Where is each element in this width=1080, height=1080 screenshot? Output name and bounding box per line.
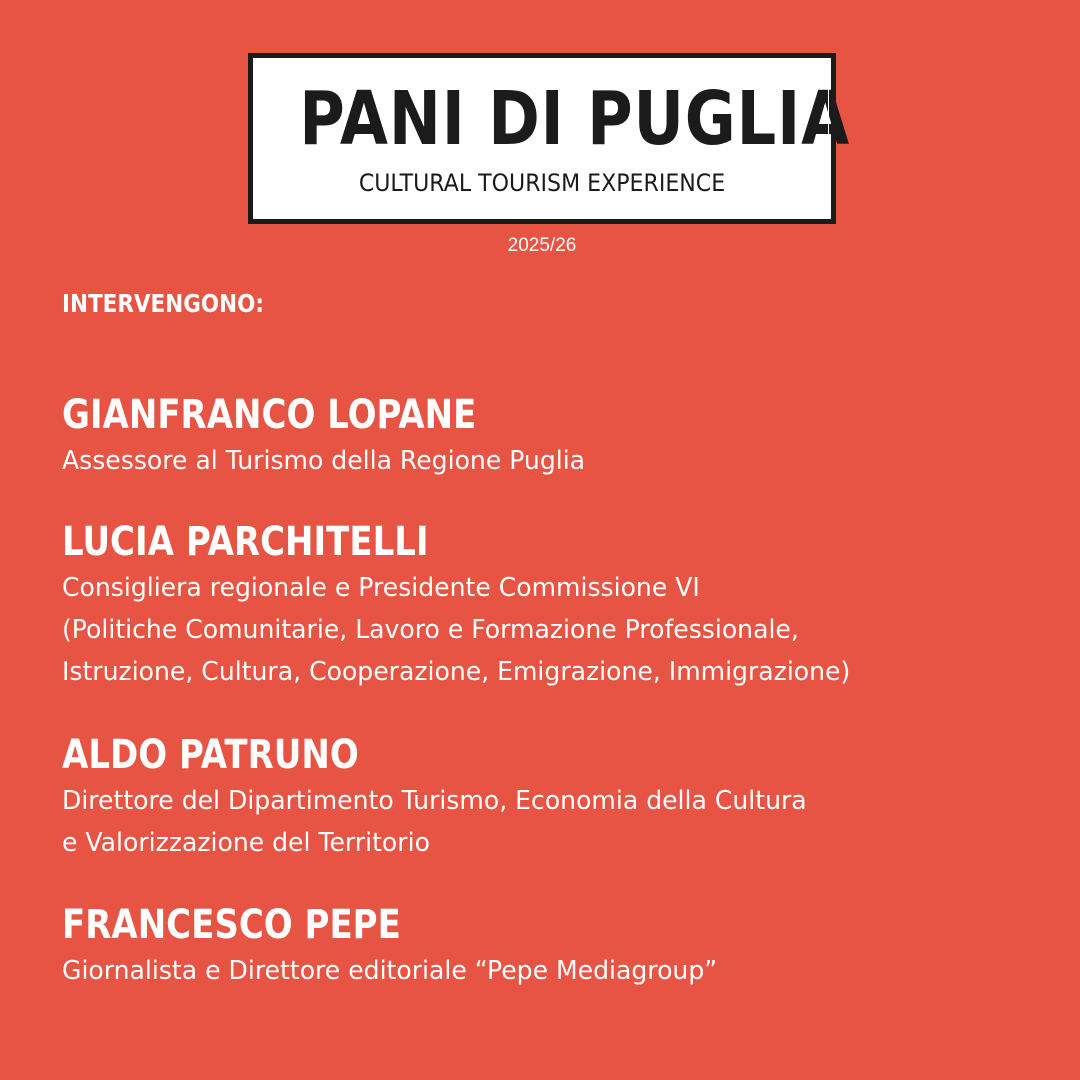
speaker-name: GIANFRANCO LOPANE <box>62 392 477 438</box>
speaker-role: Direttore del Dipartimento Turismo, Economia della Cultura <box>62 786 807 816</box>
speaker-block <box>62 903 1042 992</box>
speaker-role: (Politiche Comunitarie, Lavoro e Formazione Professionale, <box>62 615 799 645</box>
logo-box <box>248 53 851 224</box>
logo-subtitle: CULTURAL TOURISM EXPERIENCE <box>358 169 726 197</box>
speaker-block <box>62 393 1042 482</box>
speaker-name: FRANCESCO PEPE <box>62 902 401 948</box>
speaker-name: ALDO PATRUNO <box>62 732 359 778</box>
speaker-role: Giornalista e Direttore editoriale “Pepe Mediagroup” <box>62 956 718 986</box>
speaker-role: Assessore al Turismo della Regione Puglia <box>62 446 586 476</box>
speaker-role: Istruzione, Cultura, Cooperazione, Emigrazione, Immigrazione) <box>62 657 851 687</box>
logo-title: PANI DI PUGLIA <box>299 76 851 162</box>
speakers-heading: INTERVENGONO: <box>62 289 265 318</box>
edition-year: 2025/26 <box>507 235 577 256</box>
speaker-block <box>62 520 1042 693</box>
speaker-role: Consigliera regionale e Presidente Commissione VI <box>62 573 700 603</box>
speaker-block <box>62 733 1042 864</box>
speaker-role: e Valorizzazione del Territorio <box>62 828 430 858</box>
speaker-name: LUCIA PARCHITELLI <box>62 519 429 565</box>
